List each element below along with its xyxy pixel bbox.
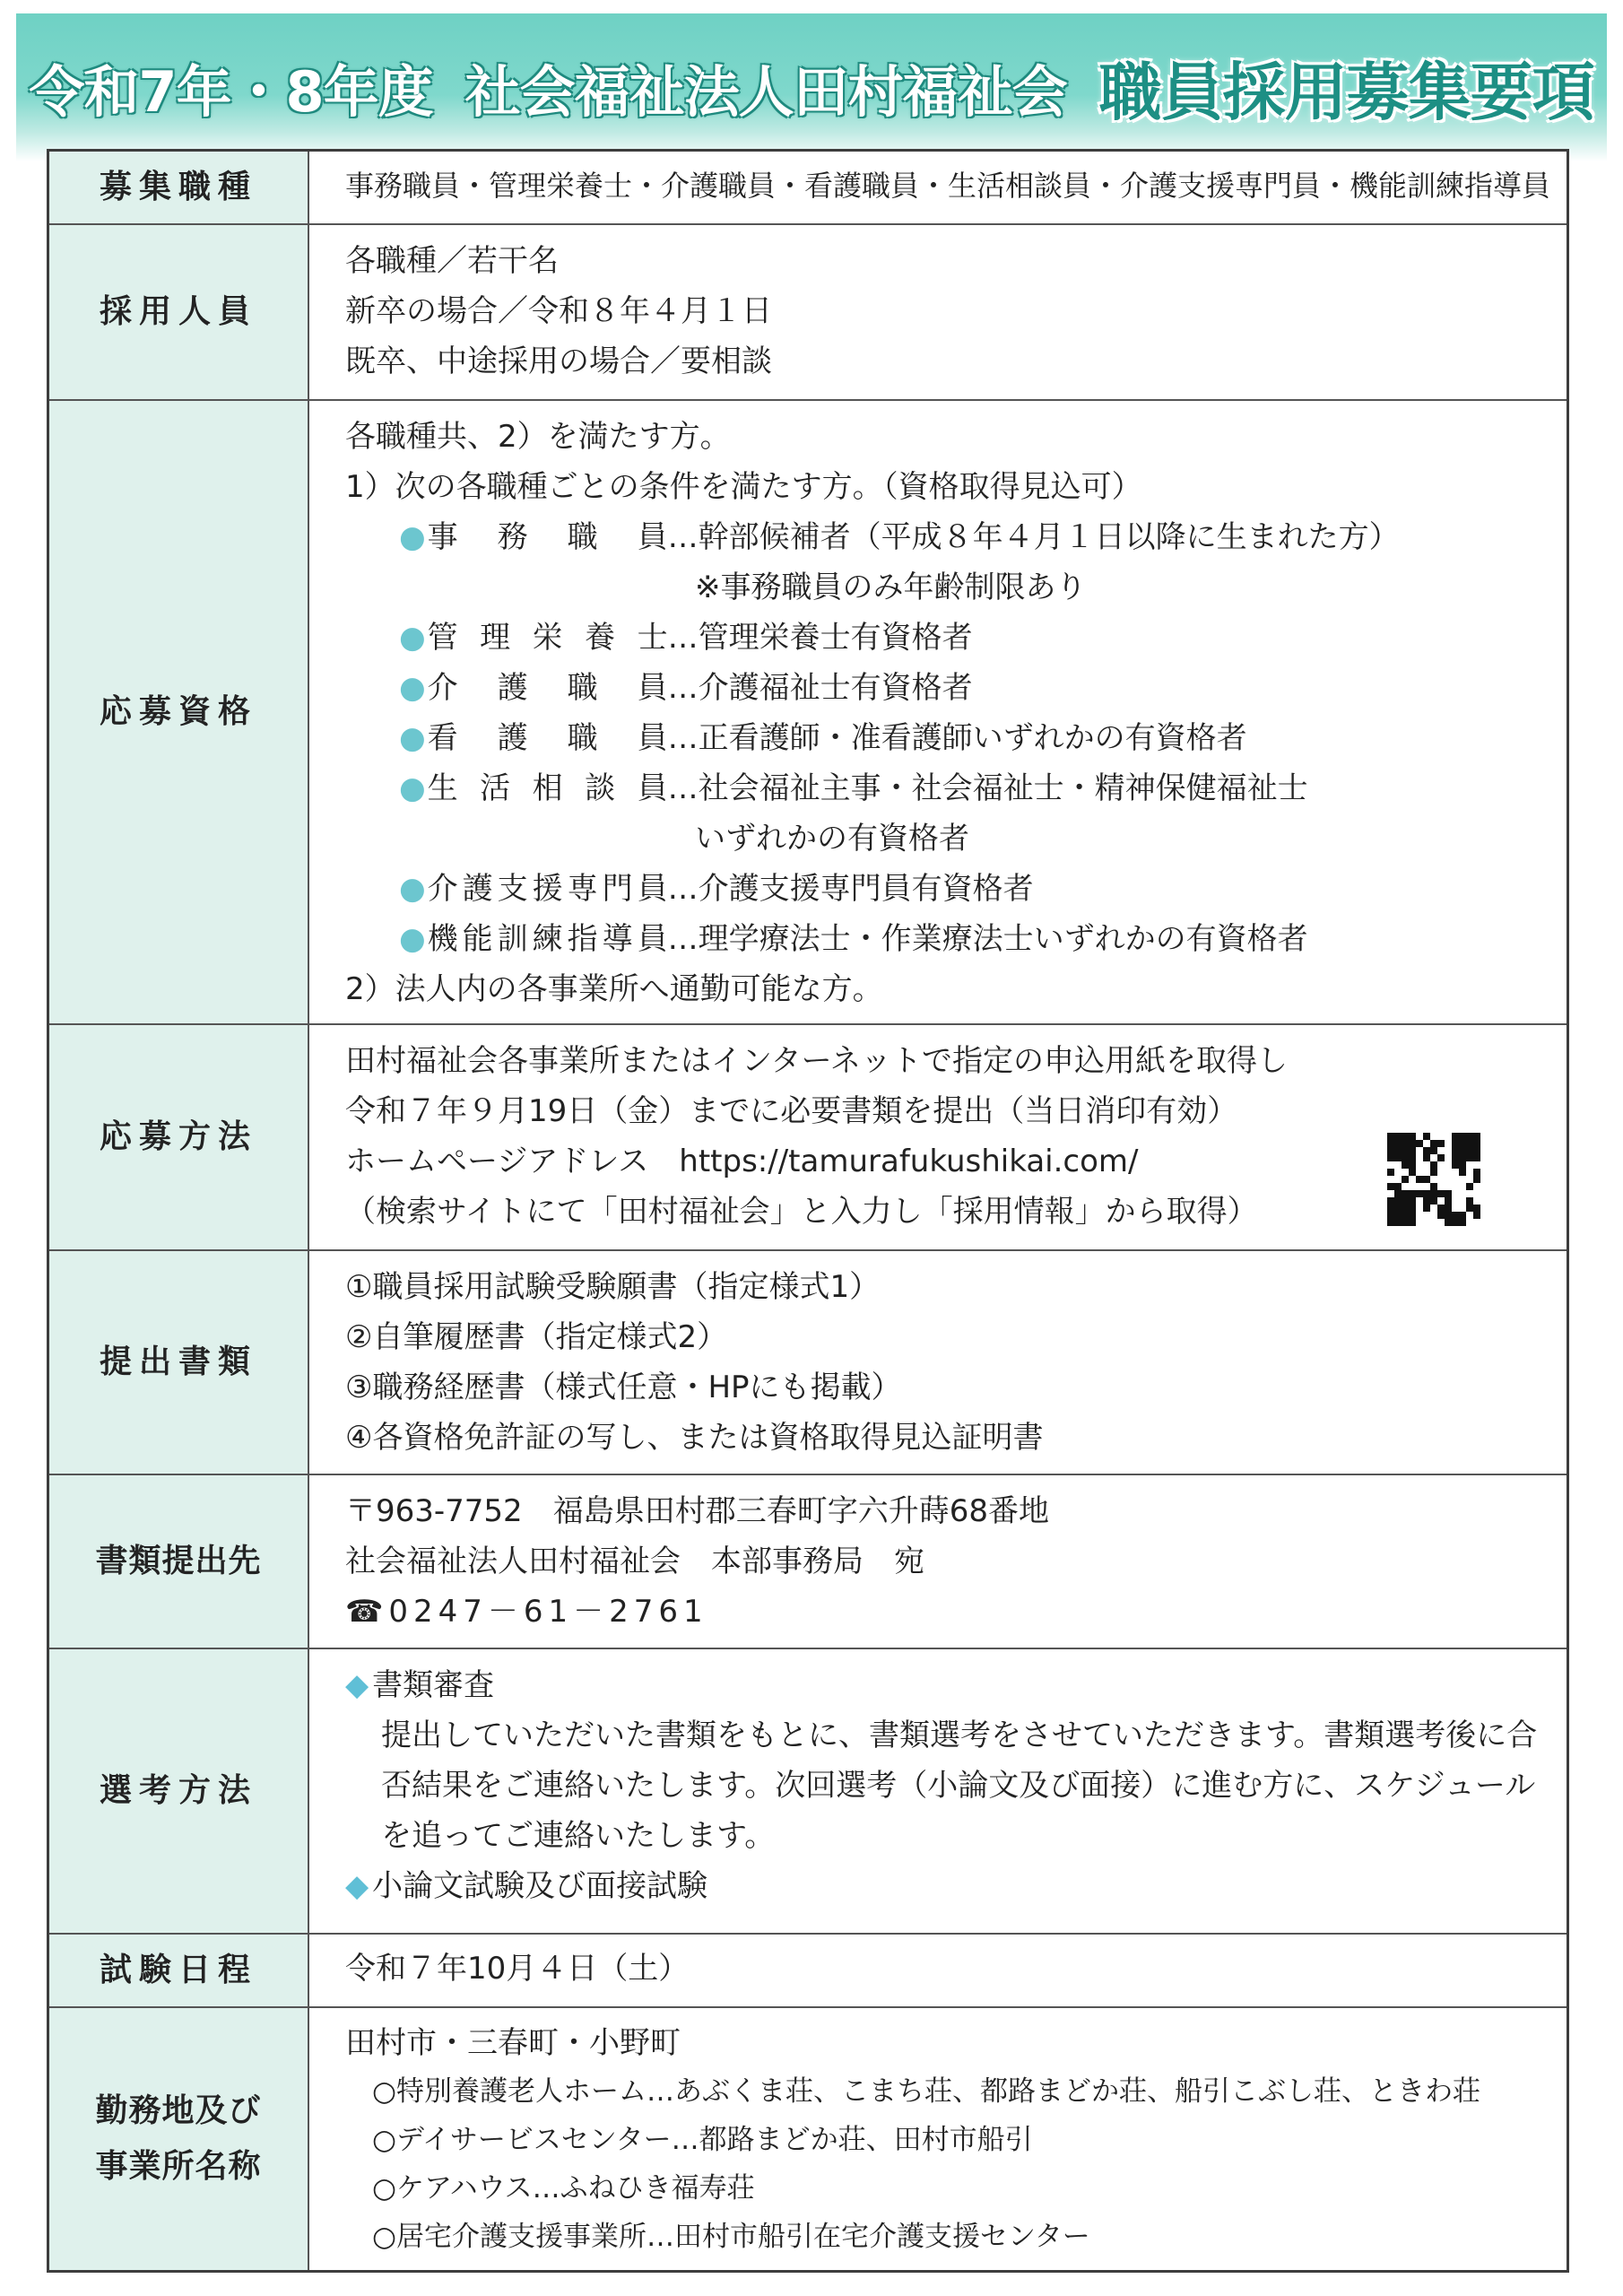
qual-category: [345, 512, 1567, 562]
dest-org: 社会福祉法人田村福祉会 本部事務局 宛: [345, 1544, 924, 1579]
qr-module: [1473, 1140, 1480, 1147]
qr-module: [1402, 1197, 1409, 1205]
qr-module: [1423, 1161, 1430, 1169]
qr-module: [1466, 1183, 1473, 1190]
qr-module: [1409, 1140, 1416, 1147]
selection-item-label: 書類審査: [372, 1667, 495, 1703]
content-selection: [309, 1649, 1567, 1933]
qr-module: [1459, 1133, 1466, 1140]
qr-module: [1430, 1205, 1437, 1212]
qr-module: [1437, 1169, 1445, 1176]
qr-module: [1394, 1183, 1402, 1190]
qr-module: [1423, 1212, 1430, 1219]
qr-module: [1387, 1212, 1394, 1219]
qr-module: [1394, 1133, 1402, 1140]
qr-module: [1473, 1154, 1480, 1161]
category-extra: ※事務職員のみ年齢制限あり: [695, 570, 1087, 605]
label-qualification: 応募資格: [49, 401, 309, 1023]
qr-module: [1445, 1140, 1452, 1147]
qr-module: [1423, 1197, 1430, 1205]
row-selection: [49, 1649, 1567, 1935]
row-jobs: [49, 152, 1567, 225]
qr-module: [1430, 1169, 1437, 1176]
qr-module: [1452, 1154, 1459, 1161]
qr-module: [1409, 1183, 1416, 1190]
bullet-dot-icon: ●: [399, 871, 426, 907]
selection-item: [345, 1861, 1567, 1911]
work-facility: ○デイサービスセンター…都路まどか荘、田村市船引: [372, 2124, 1033, 2156]
category-name: 機能訓練指導員: [427, 921, 668, 957]
qr-module: [1473, 1205, 1480, 1212]
qr-module: [1437, 1219, 1445, 1226]
qr-module: [1387, 1133, 1394, 1140]
qr-module: [1409, 1219, 1416, 1226]
qr-module: [1430, 1183, 1437, 1190]
qr-module: [1445, 1176, 1452, 1183]
qr-module: [1423, 1190, 1430, 1197]
category-name: 事務職員: [427, 519, 668, 555]
qr-module: [1459, 1190, 1466, 1197]
label-count: 採用人員: [49, 225, 309, 399]
method-line: 田村福祉会各事業所またはインターネットで指定の申込用紙を取得し: [345, 1043, 1288, 1079]
qr-module: [1402, 1205, 1409, 1212]
work-facility: ○ケアハウス…ふねひき福寿荘: [372, 2172, 755, 2205]
qr-module: [1445, 1147, 1452, 1154]
count-line: 既卒、中途採用の場合／要相談: [345, 344, 772, 379]
qr-module: [1409, 1133, 1416, 1140]
selection-item: [345, 1660, 1567, 1710]
qr-module: [1402, 1212, 1409, 1219]
qr-module: [1473, 1212, 1480, 1219]
phone-icon: ☎: [345, 1594, 389, 1630]
qr-module: [1402, 1133, 1409, 1140]
qr-module: [1452, 1190, 1459, 1197]
qr-module: [1430, 1197, 1437, 1205]
qr-module: [1437, 1197, 1445, 1205]
qr-module: [1445, 1169, 1452, 1176]
diamond-icon: ◆: [345, 1868, 369, 1904]
qr-module: [1416, 1154, 1423, 1161]
qr-module: [1387, 1205, 1394, 1212]
qr-module: [1387, 1176, 1394, 1183]
qr-module: [1473, 1169, 1480, 1176]
category-desc: …社会福祉主事・社会福祉士・精神保健福祉士: [667, 770, 1308, 806]
qr-module: [1402, 1161, 1409, 1169]
qr-module: [1387, 1140, 1394, 1147]
qr-module: [1445, 1212, 1452, 1219]
header-banner: [16, 13, 1607, 161]
qual-intro: 各職種共、2）を満たす方。: [345, 419, 731, 455]
qr-module: [1394, 1169, 1402, 1176]
qr-module: [1466, 1205, 1473, 1212]
qr-module: [1387, 1190, 1394, 1197]
qr-module: [1409, 1154, 1416, 1161]
work-area: 田村市・三春町・小野町: [345, 2025, 681, 2061]
qr-module: [1430, 1140, 1437, 1147]
recruitment-table: [47, 149, 1569, 2273]
qr-module: [1452, 1140, 1459, 1147]
qr-module: [1430, 1190, 1437, 1197]
qual-category: [345, 914, 1567, 964]
qr-module: [1409, 1169, 1416, 1176]
qr-module: [1402, 1147, 1409, 1154]
work-facility: ○居宅介護支援事業所…田村市船引在宅介護支援センター: [372, 2221, 1090, 2253]
qr-module: [1452, 1183, 1459, 1190]
qr-module: [1394, 1219, 1402, 1226]
bullet-dot-icon: ●: [399, 620, 426, 656]
bullet-dot-icon: ●: [399, 921, 426, 957]
qr-module: [1466, 1212, 1473, 1219]
qr-module: [1473, 1133, 1480, 1140]
qr-module: [1466, 1140, 1473, 1147]
qr-module: [1445, 1133, 1452, 1140]
qr-module: [1423, 1154, 1430, 1161]
content-jobs: [309, 152, 1567, 223]
category-desc: …管理栄養士有資格者: [667, 620, 973, 656]
qr-module: [1466, 1161, 1473, 1169]
qr-module: [1416, 1140, 1423, 1147]
dest-phone: [345, 1587, 1567, 1637]
category-desc: …理学療法士・作業療法士いずれかの有資格者: [667, 921, 1308, 957]
qr-module: [1459, 1147, 1466, 1154]
qr-module: [1430, 1133, 1437, 1140]
qr-module: [1409, 1212, 1416, 1219]
category-name: 生活相談員: [427, 770, 668, 806]
qr-module: [1459, 1205, 1466, 1212]
qual-category: [345, 713, 1567, 763]
qual-cond1: 1）次の各職種ごとの条件を満たす方。（資格取得見込可）: [345, 469, 1142, 505]
qr-module: [1394, 1140, 1402, 1147]
label-exam: 試験日程: [49, 1935, 309, 2006]
qr-module: [1437, 1140, 1445, 1147]
qr-module: [1459, 1176, 1466, 1183]
label-method: 応募方法: [49, 1025, 309, 1249]
category-desc: …正看護師・准看護師いずれかの有資格者: [667, 720, 1247, 756]
row-workplace: [49, 2008, 1567, 2270]
qr-module: [1402, 1190, 1409, 1197]
qr-module: [1423, 1176, 1430, 1183]
qr-module: [1430, 1154, 1437, 1161]
qual-cond2: 2）法人内の各事業所へ通勤可能な方。: [345, 971, 883, 1007]
qr-module: [1437, 1190, 1445, 1197]
qr-module: [1445, 1183, 1452, 1190]
qr-module: [1452, 1212, 1459, 1219]
qual-category: [345, 663, 1567, 713]
category-name: 介護支援専門員: [427, 871, 668, 907]
qr-module: [1423, 1219, 1430, 1226]
qr-module: [1437, 1176, 1445, 1183]
doc-item: ④各資格免許証の写し、または資格取得見込証明書: [345, 1420, 1044, 1456]
qr-module: [1394, 1154, 1402, 1161]
qr-module: [1394, 1161, 1402, 1169]
qr-module: [1459, 1183, 1466, 1190]
qr-module: [1466, 1176, 1473, 1183]
content-method: [309, 1025, 1567, 1249]
qr-module: [1423, 1140, 1430, 1147]
qr-module: [1445, 1161, 1452, 1169]
qr-module: [1473, 1147, 1480, 1154]
bullet-dot-icon: ●: [399, 519, 426, 555]
qr-module: [1416, 1205, 1423, 1212]
qr-module: [1416, 1183, 1423, 1190]
method-line: 令和７年９月19日（金）までに必要書類を提出（当日消印有効）: [345, 1093, 1238, 1129]
qr-module: [1459, 1219, 1466, 1226]
qr-module: [1445, 1154, 1452, 1161]
qr-module: [1423, 1169, 1430, 1176]
qr-module: [1394, 1147, 1402, 1154]
qr-module: [1466, 1169, 1473, 1176]
qr-module: [1423, 1147, 1430, 1154]
qr-module: [1416, 1197, 1423, 1205]
dest-address: 〒963-7752 福島県田村郡三春町字六升蒔68番地: [345, 1493, 1049, 1529]
qr-module: [1466, 1147, 1473, 1154]
category-name: 管理栄養士: [427, 620, 668, 656]
category-desc: …幹部候補者（平成８年４月１日以降に生まれた方）: [667, 519, 1400, 555]
phone-number: 0247－61－2761: [388, 1594, 708, 1630]
label-destination: 書類提出先: [49, 1475, 309, 1648]
qr-module: [1416, 1133, 1423, 1140]
qr-module: [1394, 1197, 1402, 1205]
qr-module: [1430, 1212, 1437, 1219]
qr-module: [1452, 1169, 1459, 1176]
qr-module: [1466, 1197, 1473, 1205]
content-documents: [309, 1251, 1567, 1474]
exam-date: 令和７年10月４日（土）: [345, 1951, 690, 1987]
qr-module: [1437, 1205, 1445, 1212]
qr-module: [1402, 1140, 1409, 1147]
row-exam: [49, 1935, 1567, 2008]
qr-module: [1445, 1205, 1452, 1212]
doc-item: ②自筆履歴書（指定様式2）: [345, 1319, 728, 1355]
header-org: 社会福祉法人田村福祉会: [464, 59, 1067, 125]
qr-module: [1459, 1212, 1466, 1219]
content-workplace: [309, 2008, 1567, 2270]
qr-module: [1459, 1154, 1466, 1161]
category-name: 看護職員: [427, 720, 668, 756]
selection-body: 提出していただいた書類をもとに、書類選考をさせていただきます。書類選考後に合否結果をご連絡いたします。次回選考（小論文及び面接）に進む方に、スケジュールを追ってご連絡いたします。: [381, 1718, 1538, 1854]
qr-module: [1452, 1161, 1459, 1169]
qr-module: [1409, 1147, 1416, 1154]
qr-module: [1416, 1190, 1423, 1197]
qr-module: [1402, 1176, 1409, 1183]
qr-code-icon: [1387, 1133, 1480, 1226]
qr-module: [1452, 1197, 1459, 1205]
qr-module: [1445, 1219, 1452, 1226]
qr-module: [1459, 1197, 1466, 1205]
qr-module: [1409, 1176, 1416, 1183]
method-line: （検索サイトにて「田村福祉会」と入力し「採用情報」から取得）: [345, 1194, 1258, 1230]
qr-module: [1402, 1169, 1409, 1176]
qr-module: [1430, 1176, 1437, 1183]
qr-module: [1473, 1161, 1480, 1169]
qr-module: [1452, 1205, 1459, 1212]
qr-module: [1430, 1219, 1437, 1226]
qr-module: [1459, 1161, 1466, 1169]
work-facility: ○特別養護老人ホーム…あぶくま荘、こまち荘、都路まどか荘、船引こぶし荘、ときわ荘: [372, 2075, 1481, 2108]
qr-module: [1387, 1197, 1394, 1205]
content-exam: [309, 1935, 1567, 2006]
category-extra: いずれかの有資格者: [695, 821, 969, 857]
qr-module: [1394, 1190, 1402, 1197]
label-workplace: [49, 2008, 309, 2270]
count-line: 新卒の場合／令和８年４月１日: [345, 293, 772, 329]
content-qualification: [309, 401, 1567, 1023]
qr-module: [1466, 1190, 1473, 1197]
bullet-dot-icon: ●: [399, 770, 426, 806]
category-desc: …介護福祉士有資格者: [667, 670, 973, 706]
doc-item: ①職員採用試験受験願書（指定様式1）: [345, 1269, 881, 1305]
qr-module: [1437, 1212, 1445, 1219]
qr-module: [1409, 1197, 1416, 1205]
header-year: 令和7年・8年度: [29, 59, 433, 125]
qr-module: [1409, 1161, 1416, 1169]
qual-category: [345, 613, 1567, 663]
qr-module: [1473, 1197, 1480, 1205]
qr-module: [1452, 1133, 1459, 1140]
qr-module: [1387, 1147, 1394, 1154]
row-qualification: [49, 401, 1567, 1025]
content-destination: [309, 1475, 1567, 1648]
doc-item: ③職務経歴書（様式任意・HPにも掲載）: [345, 1370, 902, 1405]
qr-module: [1402, 1154, 1409, 1161]
qr-module: [1437, 1154, 1445, 1161]
qr-module: [1387, 1161, 1394, 1169]
qr-module: [1430, 1147, 1437, 1154]
qr-module: [1387, 1219, 1394, 1226]
qr-module: [1387, 1183, 1394, 1190]
row-count: [49, 225, 1567, 401]
qr-module: [1473, 1219, 1480, 1226]
qr-module: [1409, 1205, 1416, 1212]
diamond-icon: ◆: [345, 1667, 369, 1703]
qr-module: [1416, 1169, 1423, 1176]
label-documents: 提出書類: [49, 1251, 309, 1474]
count-line: 各職種／若干名: [345, 243, 559, 279]
qr-module: [1409, 1190, 1416, 1197]
qr-module: [1445, 1197, 1452, 1205]
qual-category: [345, 864, 1567, 914]
label-jobs: 募集職種: [49, 152, 309, 223]
qr-module: [1437, 1133, 1445, 1140]
qr-module: [1387, 1169, 1394, 1176]
qr-module: [1452, 1147, 1459, 1154]
qr-module: [1402, 1183, 1409, 1190]
qr-module: [1423, 1133, 1430, 1140]
qr-module: [1473, 1176, 1480, 1183]
qr-module: [1416, 1161, 1423, 1169]
qr-module: [1416, 1176, 1423, 1183]
qr-module: [1423, 1205, 1430, 1212]
bullet-dot-icon: ●: [399, 670, 426, 706]
qr-module: [1452, 1219, 1459, 1226]
qr-module: [1416, 1147, 1423, 1154]
jobs-text: 事務職員・管理栄養士・介護職員・看護職員・生活相談員・介護支援専門員・機能訓練指導員: [345, 169, 1551, 203]
category-desc: …介護支援専門員有資格者: [667, 871, 1034, 907]
qr-module: [1437, 1183, 1445, 1190]
qr-module: [1459, 1169, 1466, 1176]
qual-category: [345, 763, 1567, 813]
qr-module: [1387, 1154, 1394, 1161]
qr-module: [1466, 1154, 1473, 1161]
qr-module: [1445, 1190, 1452, 1197]
row-documents: [49, 1251, 1567, 1475]
label-workplace-1: 勤務地及び: [95, 2092, 262, 2129]
qr-module: [1423, 1183, 1430, 1190]
qr-module: [1473, 1190, 1480, 1197]
content-count: [309, 225, 1567, 399]
qr-module: [1437, 1147, 1445, 1154]
qr-module: [1416, 1219, 1423, 1226]
qr-module: [1416, 1212, 1423, 1219]
qr-module: [1452, 1176, 1459, 1183]
qr-module: [1466, 1133, 1473, 1140]
header-title: 職員採用募集要項: [1098, 56, 1594, 129]
qr-module: [1473, 1183, 1480, 1190]
row-method: [49, 1025, 1567, 1251]
bullet-dot-icon: ●: [399, 720, 426, 756]
qr-module: [1402, 1219, 1409, 1226]
qr-module: [1394, 1205, 1402, 1212]
label-selection: 選考方法: [49, 1649, 309, 1933]
qr-module: [1430, 1161, 1437, 1169]
qr-module: [1466, 1219, 1473, 1226]
qr-module: [1459, 1140, 1466, 1147]
row-destination: [49, 1475, 1567, 1649]
method-url: ホームページアドレス https://tamurafukushikai.com/: [345, 1144, 1139, 1179]
selection-item-label: 小論文試験及び面接試験: [372, 1868, 708, 1904]
category-name: 介護職員: [427, 670, 668, 706]
qr-module: [1394, 1212, 1402, 1219]
qr-module: [1437, 1161, 1445, 1169]
qr-module: [1394, 1176, 1402, 1183]
label-workplace-2: 事業所名称: [95, 2148, 262, 2185]
